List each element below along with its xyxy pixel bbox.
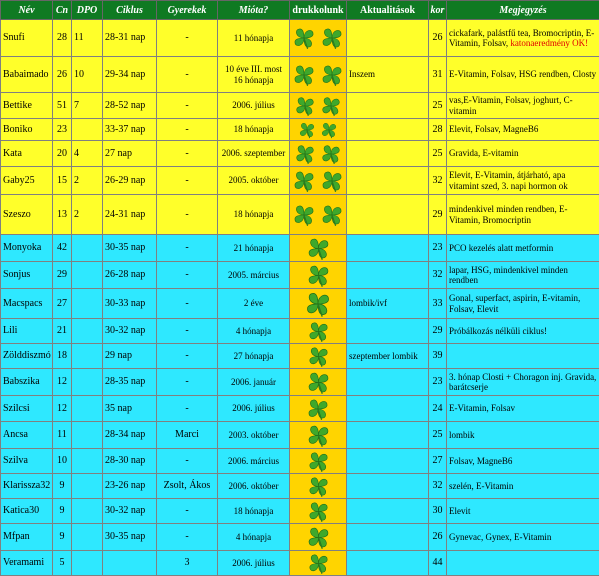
note-text: E-Vitamin, Folsav (449, 403, 515, 413)
cell-gyerekek: 3 (157, 551, 218, 576)
cell-ciklus: 24-31 nap (103, 195, 157, 235)
four-leaf-clover-icon (292, 26, 316, 50)
cell-megjegyzes (447, 344, 599, 369)
header-row (1, 1, 599, 20)
four-leaf-clover-icon (320, 169, 344, 193)
col-header-nev: Név (1, 1, 53, 20)
cell-megjegyzes (447, 93, 599, 119)
cell-megjegyzes (447, 474, 599, 499)
four-leaf-clover-icon (320, 26, 344, 50)
cell-kor: 32 (429, 474, 447, 499)
cell-aktualitasok (347, 499, 429, 524)
four-leaf-clover-icon (307, 450, 330, 473)
table-row (1, 344, 599, 369)
cell-ciklus: 30-35 nap (103, 235, 157, 262)
cell-aktualitasok (347, 167, 429, 195)
table-row (1, 396, 599, 422)
cell-dpo (72, 235, 103, 262)
cell-nev: Snufi (1, 20, 53, 57)
cell-megjegyzes (447, 369, 599, 396)
table-row (1, 57, 599, 93)
note-text: 3. hónap Closti + Choragon inj. Gravida, barátcserje (449, 372, 596, 392)
cell-dpo (72, 289, 103, 319)
cell-aktualitasok (347, 195, 429, 235)
cell-dpo (72, 369, 103, 396)
cell-cn: 18 (53, 344, 72, 369)
cell-nev: Szilcsi (1, 396, 53, 422)
cell-nev: Szilva (1, 449, 53, 474)
four-leaf-clover-icon (307, 500, 330, 523)
cell-kor: 28 (429, 119, 447, 141)
cell-miota: 4 hónapja (218, 524, 290, 551)
cell-nev: Babszika (1, 369, 53, 396)
note-text: Elevit, Folsav, MagneB6 (449, 124, 538, 134)
col-header-miota: Mióta? (218, 1, 290, 20)
note-text: mindenkivel minden rendben, E-Vitamin, Bromocriptin (449, 204, 567, 224)
cell-clovers (290, 499, 347, 524)
cell-megjegyzes (447, 195, 599, 235)
table-row (1, 474, 599, 499)
cell-gyerekek: - (157, 344, 218, 369)
four-leaf-clover-icon (306, 525, 331, 550)
cell-ciklus: 33-37 nap (103, 119, 157, 141)
cell-nev: Klarissza32 (1, 474, 53, 499)
table-row (1, 449, 599, 474)
cell-clovers (290, 474, 347, 499)
cell-clovers (290, 235, 347, 262)
cell-nev: Zölddiszmó (1, 344, 53, 369)
cell-cn: 28 (53, 20, 72, 57)
cell-gyerekek: - (157, 524, 218, 551)
cell-kor: 25 (429, 93, 447, 119)
cell-miota: 2006. január (218, 369, 290, 396)
cell-ciklus: 26-29 nap (103, 167, 157, 195)
note-text: vas,E-Vitamin, Folsav, joghurt, C-vitamin (449, 95, 573, 115)
cell-dpo: 7 (72, 93, 103, 119)
note-text: Gynevac, Gynex, E-Vitamin (449, 532, 551, 542)
cell-kor: 30 (429, 499, 447, 524)
table-row (1, 499, 599, 524)
cell-cn: 29 (53, 262, 72, 289)
cell-ciklus: 30-35 nap (103, 524, 157, 551)
note-text: Gonal, superfact, aspirin, E-vitamin, Folsav, Elevit (449, 293, 580, 313)
cell-dpo: 4 (72, 141, 103, 167)
cell-kor: 25 (429, 422, 447, 449)
table-row (1, 20, 599, 57)
cell-kor: 23 (429, 369, 447, 396)
cell-ciklus: 35 nap (103, 396, 157, 422)
table-row (1, 141, 599, 167)
cell-nev: Szeszo (1, 195, 53, 235)
cell-dpo (72, 119, 103, 141)
cell-dpo (72, 262, 103, 289)
four-leaf-clover-icon (320, 143, 342, 165)
table-row (1, 369, 599, 396)
cell-gyerekek: - (157, 93, 218, 119)
cell-aktualitasok (347, 474, 429, 499)
table-row (1, 422, 599, 449)
cell-aktualitasok (347, 141, 429, 167)
cell-clovers (290, 57, 347, 93)
cell-cn: 26 (53, 57, 72, 93)
cell-cn: 42 (53, 235, 72, 262)
cell-ciklus: 28-31 nap (103, 20, 157, 57)
cell-miota: 11 hónapja (218, 20, 290, 57)
cell-miota: 2005. október (218, 167, 290, 195)
cell-dpo: 2 (72, 167, 103, 195)
col-header-drukkolunk: drukkolunk (290, 1, 347, 20)
cell-megjegyzes (447, 396, 599, 422)
cell-nev: Bettike (1, 93, 53, 119)
cell-cn: 10 (53, 449, 72, 474)
cell-dpo: 11 (72, 20, 103, 57)
note-red-text: katonaeredmény OK! (508, 38, 588, 48)
cell-nev: Boniko (1, 119, 53, 141)
cell-dpo (72, 499, 103, 524)
cell-miota: 27 hónapja (218, 344, 290, 369)
cell-gyerekek: - (157, 57, 218, 93)
cell-megjegyzes (447, 235, 599, 262)
note-text: szelén, E-Vitamin (449, 481, 513, 491)
cell-clovers (290, 262, 347, 289)
cell-ciklus: 30-32 nap (103, 499, 157, 524)
col-header-ciklus: Ciklus (103, 1, 157, 20)
cell-ciklus: 23-26 nap (103, 474, 157, 499)
cell-nev: Gaby25 (1, 167, 53, 195)
col-header-cn: Cn (53, 1, 72, 20)
cell-clovers (290, 141, 347, 167)
cell-gyerekek: - (157, 141, 218, 167)
table-row (1, 524, 599, 551)
cell-clovers (290, 319, 347, 344)
cell-cn: 12 (53, 369, 72, 396)
cell-cn: 12 (53, 396, 72, 422)
cell-megjegyzes (447, 551, 599, 576)
cell-nev: Mfpan (1, 524, 53, 551)
cell-megjegyzes (447, 319, 599, 344)
cell-cn: 20 (53, 141, 72, 167)
cell-kor: 33 (429, 289, 447, 319)
cell-ciklus (103, 551, 157, 576)
cell-aktualitasok (347, 551, 429, 576)
cell-ciklus: 30-32 nap (103, 319, 157, 344)
four-leaf-clover-icon (292, 63, 316, 87)
cell-gyerekek: - (157, 235, 218, 262)
table-row (1, 551, 599, 576)
cell-miota: 2006. március (218, 449, 290, 474)
cell-gyerekek: - (157, 119, 218, 141)
cell-cn: 15 (53, 167, 72, 195)
cell-megjegyzes (447, 57, 599, 93)
table-row (1, 167, 599, 195)
cell-dpo: 10 (72, 57, 103, 93)
cell-nev: Macspacs (1, 289, 53, 319)
four-leaf-clover-icon (306, 423, 331, 448)
note-text: PCO kezelés alatt metformin (449, 243, 553, 253)
cell-gyerekek: - (157, 449, 218, 474)
cell-aktualitasok (347, 449, 429, 474)
cell-dpo (72, 474, 103, 499)
cell-kor: 31 (429, 57, 447, 93)
four-leaf-clover-icon (306, 370, 331, 395)
cell-aktualitasok (347, 396, 429, 422)
table-row (1, 93, 599, 119)
cell-megjegyzes (447, 289, 599, 319)
cell-clovers (290, 524, 347, 551)
cell-aktualitasok (347, 20, 429, 57)
cell-miota: 2005. március (218, 262, 290, 289)
cell-ciklus: 27 nap (103, 141, 157, 167)
cell-dpo (72, 396, 103, 422)
cell-ciklus: 28-35 nap (103, 369, 157, 396)
table-row (1, 319, 599, 344)
cell-nev: Ancsa (1, 422, 53, 449)
note-text: Folsav, MagneB6 (449, 456, 512, 466)
cell-miota: 2006. szeptember (218, 141, 290, 167)
cell-ciklus: 28-34 nap (103, 422, 157, 449)
note-text: Elevit (449, 506, 471, 516)
cell-dpo: 2 (72, 195, 103, 235)
cell-megjegyzes (447, 262, 599, 289)
cell-nev: Babaimado (1, 57, 53, 93)
cell-miota: 2 éve (218, 289, 290, 319)
cell-ciklus: 28-30 nap (103, 449, 157, 474)
note-text: lombik (449, 430, 475, 440)
cell-kor: 32 (429, 167, 447, 195)
col-header-dpo: DPO (72, 1, 103, 20)
four-leaf-clover-icon (320, 121, 338, 139)
note-text: cickafark, palástfű tea, Bromocriptin, E-Vitamin, Folsav, (449, 28, 594, 48)
cell-clovers (290, 551, 347, 576)
note-text: Próbálkozás nélküli ciklus! (449, 326, 547, 336)
cell-kor: 44 (429, 551, 447, 576)
four-leaf-clover-icon (292, 169, 316, 193)
four-leaf-clover-icon (306, 397, 330, 421)
cell-aktualitasok (347, 524, 429, 551)
cell-kor: 24 (429, 396, 447, 422)
cell-clovers (290, 93, 347, 119)
cell-gyerekek: Marci (157, 422, 218, 449)
table-row (1, 235, 599, 262)
cell-nev: Lili (1, 319, 53, 344)
cell-aktualitasok: szeptember lombik (347, 344, 429, 369)
cell-gyerekek: - (157, 289, 218, 319)
cell-kor: 39 (429, 344, 447, 369)
cell-dpo (72, 449, 103, 474)
cell-gyerekek: - (157, 369, 218, 396)
cell-miota: 2006. október (218, 474, 290, 499)
cell-aktualitasok (347, 235, 429, 262)
cell-gyerekek: - (157, 20, 218, 57)
cell-nev: Kata (1, 141, 53, 167)
cell-cn: 5 (53, 551, 72, 576)
cell-dpo (72, 422, 103, 449)
cell-gyerekek: - (157, 262, 218, 289)
col-header-gyerekek: Gyerekek (157, 1, 218, 20)
cell-aktualitasok (347, 369, 429, 396)
note-text: E-Vitamin, Folsav, HSG rendben, Closty (449, 69, 596, 79)
cell-cn: 23 (53, 119, 72, 141)
cell-clovers (290, 396, 347, 422)
cell-cn: 13 (53, 195, 72, 235)
cell-kor: 27 (429, 449, 447, 474)
cell-clovers (290, 167, 347, 195)
cell-ciklus: 29-34 nap (103, 57, 157, 93)
cell-gyerekek: - (157, 167, 218, 195)
cell-kor: 32 (429, 262, 447, 289)
cell-kor: 25 (429, 141, 447, 167)
table-row (1, 262, 599, 289)
cell-cn: 27 (53, 289, 72, 319)
cell-kor: 29 (429, 195, 447, 235)
cell-nev: Monyoka (1, 235, 53, 262)
four-leaf-clover-icon (298, 121, 316, 139)
cell-aktualitasok (347, 422, 429, 449)
table-row (1, 195, 599, 235)
cell-megjegyzes (447, 141, 599, 167)
col-header-megjegyzes: Megjegyzés (447, 1, 599, 20)
four-leaf-clover-icon (320, 203, 344, 227)
cell-cn: 9 (53, 499, 72, 524)
cell-megjegyzes (447, 119, 599, 141)
cell-miota: 18 hónapja (218, 499, 290, 524)
cell-clovers (290, 20, 347, 57)
cell-dpo (72, 551, 103, 576)
four-leaf-clover-icon (306, 236, 331, 261)
table-row (1, 289, 599, 319)
cell-cn: 21 (53, 319, 72, 344)
cell-kor: 29 (429, 319, 447, 344)
cell-cn: 9 (53, 524, 72, 551)
cell-megjegyzes (447, 449, 599, 474)
four-leaf-clover-icon (307, 552, 330, 575)
cell-gyerekek: - (157, 396, 218, 422)
four-leaf-clover-icon (307, 320, 330, 343)
cell-miota: 2006. július (218, 396, 290, 422)
cell-miota: 21 hónapja (218, 235, 290, 262)
note-text: Gravida, E-vitamin (449, 148, 518, 158)
cell-clovers (290, 369, 347, 396)
cell-kor: 23 (429, 235, 447, 262)
cell-ciklus: 29 nap (103, 344, 157, 369)
cell-clovers (290, 344, 347, 369)
four-leaf-clover-icon (320, 63, 344, 87)
cell-clovers (290, 422, 347, 449)
cell-dpo (72, 344, 103, 369)
cell-miota: 18 hónapja (218, 119, 290, 141)
cell-aktualitasok: Inszem (347, 57, 429, 93)
cell-megjegyzes (447, 499, 599, 524)
table-row (1, 119, 599, 141)
cell-megjegyzes (447, 20, 599, 57)
cell-aktualitasok (347, 119, 429, 141)
cell-cn: 51 (53, 93, 72, 119)
note-text: lapar, HSG, mindenkivel minden rendben (449, 265, 568, 285)
cell-aktualitasok (347, 93, 429, 119)
cell-ciklus: 28-52 nap (103, 93, 157, 119)
col-header-kor: kor (429, 1, 447, 20)
cell-kor: 26 (429, 524, 447, 551)
cell-nev: Katica30 (1, 499, 53, 524)
cell-gyerekek: - (157, 319, 218, 344)
four-leaf-clover-icon (292, 203, 316, 227)
cell-kor: 26 (429, 20, 447, 57)
cell-miota: 10 éve III. most 16 hónapja (218, 57, 290, 93)
cell-dpo (72, 524, 103, 551)
cell-aktualitasok (347, 262, 429, 289)
four-leaf-clover-icon (307, 475, 330, 498)
cell-clovers (290, 289, 347, 319)
cell-gyerekek: Zsolt, Ákos (157, 474, 218, 499)
four-leaf-clover-icon (304, 290, 332, 318)
cell-nev: Sonjus (1, 262, 53, 289)
cell-nev: Veramami (1, 551, 53, 576)
cell-dpo (72, 319, 103, 344)
four-leaf-clover-icon (294, 143, 316, 165)
cell-miota: 2006. július (218, 551, 290, 576)
four-leaf-clover-icon (306, 263, 331, 288)
cell-ciklus: 30-33 nap (103, 289, 157, 319)
cell-cn: 9 (53, 474, 72, 499)
cell-aktualitasok: lombik/ivf (347, 289, 429, 319)
note-text: Elevit, E-Vitamin, átjárható, apa vitamint szed, 3. napi hormon ok (449, 170, 568, 190)
cell-clovers (290, 195, 347, 235)
four-leaf-clover-icon (307, 345, 330, 368)
col-header-aktualitasok: Aktualitások (347, 1, 429, 20)
cell-aktualitasok (347, 319, 429, 344)
cell-clovers (290, 119, 347, 141)
cell-miota: 4 hónapja (218, 319, 290, 344)
cell-gyerekek: - (157, 195, 218, 235)
cell-miota: 18 hónapja (218, 195, 290, 235)
cell-megjegyzes (447, 524, 599, 551)
four-leaf-clover-icon (320, 95, 342, 117)
cell-megjegyzes (447, 422, 599, 449)
cell-gyerekek: - (157, 499, 218, 524)
cell-cn: 11 (53, 422, 72, 449)
cell-megjegyzes (447, 167, 599, 195)
cell-miota: 2003. október (218, 422, 290, 449)
cell-ciklus: 26-28 nap (103, 262, 157, 289)
cell-clovers (290, 449, 347, 474)
cell-miota: 2006. július (218, 93, 290, 119)
four-leaf-clover-icon (294, 95, 316, 117)
